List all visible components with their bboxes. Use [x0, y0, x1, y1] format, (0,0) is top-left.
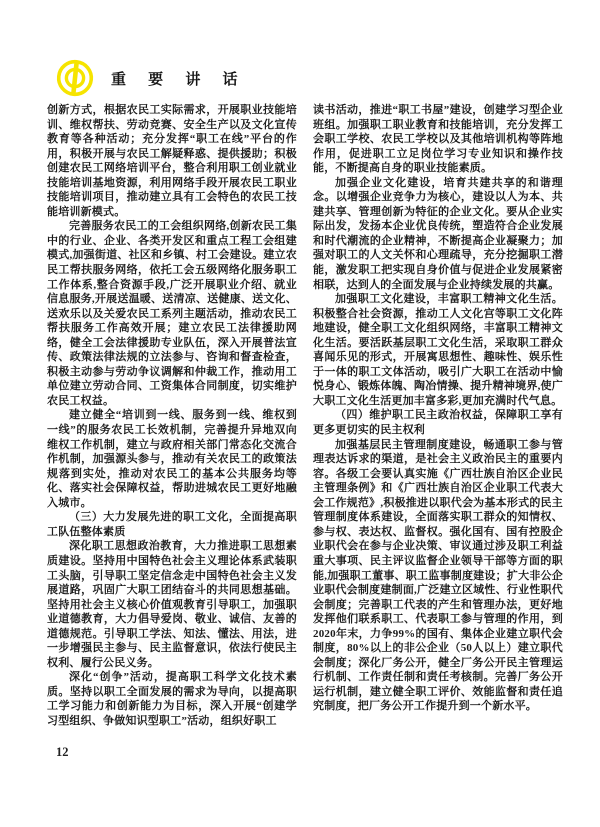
paragraph: 读书活动，推进“职工书屋”建设，创建学习型企业班组。加强职工职业教育和技能培训，充分发挥工会职工学校、农民工学校以及其他培训机构等阵地作用，促进职工立足岗位学习专业知识和操作技能，不断提高自身的职业技能素质。	[313, 104, 563, 175]
page-header	[55, 56, 247, 100]
paragraph: 深化“创争”活动，提高职工科学文化技术素质。坚持以职工全面发展的需求为导向，以提高职工学习能力和创新能力为目标，深入开展“创建学习型组织、争做知识型职工”活动，组织好职工	[47, 671, 297, 727]
paragraph: 完善服务农民工的工会组织网络,创新农民工集中的行业、企业、各类开发区和重点工程工会组建模式,加强街道、社区和乡镇、村工会建设。建立农民工帮扶服务网络，依托工会五级网络化服务职工工作体系,整合资源手段,广泛开展职业介绍、就业信息服务,开展送温暖、送清凉、送健康、送文化、送欢乐以及关爱农民工系列主题活动，推动农民工帮扶服务工作高效开展；建立农民工法律援助网络，健全工会法律援助专业队伍，深入开展普法宣传、政策法律法规的立法参与、咨询和督查检查，积极主动参与劳动争议调解和仲裁工作，推动用工单位建立劳动合同、工资集体合同制度，切实维护农民工权益。	[47, 220, 297, 407]
section-heading: （四）维护职工民主政治权益，保障职工享有更多更切实的民主权利	[313, 409, 563, 437]
section-heading: （三）大力发展先进的职工文化，全面提高职工队伍整体素质	[47, 511, 297, 538]
paragraph: 深化职工思想政治教育，大力推进职工思想素质建设。坚持用中国特色社会主义理论体系武装职工头脑，引导职工坚定信念走中国特色社会主义发展道路，巩固广大职工团结奋斗的共同思想基础。坚持用社会主义核心价值观教育引导职工，加强职业道德教育，大力倡导爱岗、敬业、诚信、友善的道德规范。引导职工学法、知法、懂法、用法，进一步增强民主参与、民主监督意识，依法行使民主权利、履行公民义务。	[47, 540, 297, 669]
page-number: 12	[56, 745, 69, 759]
paragraph: 创新方式，根据农民工实际需求，开展职业技能培训、维权帮扶、劳动竞赛、安全生产以及文化宣传教育等各种活动；充分发挥“职工在线”平台的作用，积极开展与农民工解疑释惑、提供援助；积极创建农民工网络培训平台，整合利用职工创业就业技能培训基地资源，利用网络手段开展农民工职业技能培训项目，推动建立具有工会特色的农民工技能培训新模式。	[47, 104, 297, 218]
page-title: 重 要 讲 话	[111, 70, 247, 88]
paragraph: 建立健全“培训到一线、服务到一线、维权到一线”的服务农民工长效机制，完善提升异地双向维权工作机制，建立与政府相关部门常态化交流合作机制，加强源头参与，推动有关农民工的政策法规落到实处，推动对农民工的基本公共服务均等化、落实社会保障权益，帮助进城农民工更好地融入城市。	[47, 409, 297, 509]
left-column	[47, 103, 297, 729]
paragraph: 加强企业文化建设，培育共建共享的和谐理念。以增强企业竞争力为核心，建设以人为本、共建共享、管理创新为特征的企业文化。要从企业实际出发，发扬本企业优良传统，塑造符合企业发展和时代潮流的企业精神，不断提高企业凝聚力；加强对职工的人文关怀和心理疏导，充分挖掘职工潜能，激发职工把实现自身价值与促进企业发展紧密相联，达到人的全面发展与企业持续发展的共赢。	[313, 176, 563, 291]
paragraph: 加强基层民主管理制度建设，畅通职工参与管理表达诉求的渠道，是社会主义政治民主的重要内容。各级工会要认真实施《广西壮族自治区企业民主管理条例》和《广西壮族自治区企业职工代表大会工作规范》,积极推进以职代会为基本形式的民主管理制度体系建设，全面落实职工群众的知情权、参与权、表达权、监督权。强化国有、国有控股企业职代会在参与企业决策、审议通过涉及职工利益重大事项、民主评议监督企业领导干部等方面的职能,加强职工董事、职工监事制度建设；扩大非公企业职代会制度建制面,广泛建立区域性、行业性职代会制度；完善职工代表的产生和管理办法，更好地发挥他们联系职工、代表职工参与管理的作用，到2020年末，力争99%的国有、集体企业建立职代会制度，80%以上的非公企业（50人以上）建立职代会制度；深化厂务公开，健全厂务公开民主管理运行机制、工作责任制和责任考核制。完善厂务公开运行机制，建立健全职工评价、效能监督和责任追究制度，把厂务公开工作提升到一个新水平。	[313, 438, 563, 713]
right-column	[313, 103, 563, 729]
paragraph: 加强职工文化建设，丰富职工精神文化生活。积极整合社会资源，推动工人文化宫等职工文化阵地建设，健全职工文化组织网络，丰富职工精神文化生活。要活跃基层职工文化生活，采取职工群众喜闻乐见的形式，开展寓思想性、趣味性、娱乐性于一体的职工文体活动，吸引广大职工在活动中愉悦身心、锻炼体魄、陶冶情操、提升精神境界,使广大职工文化生活更加丰富多彩,更加充满时代气息。	[313, 293, 563, 407]
text-columns	[47, 103, 563, 729]
trade-union-emblem-icon	[55, 58, 95, 98]
